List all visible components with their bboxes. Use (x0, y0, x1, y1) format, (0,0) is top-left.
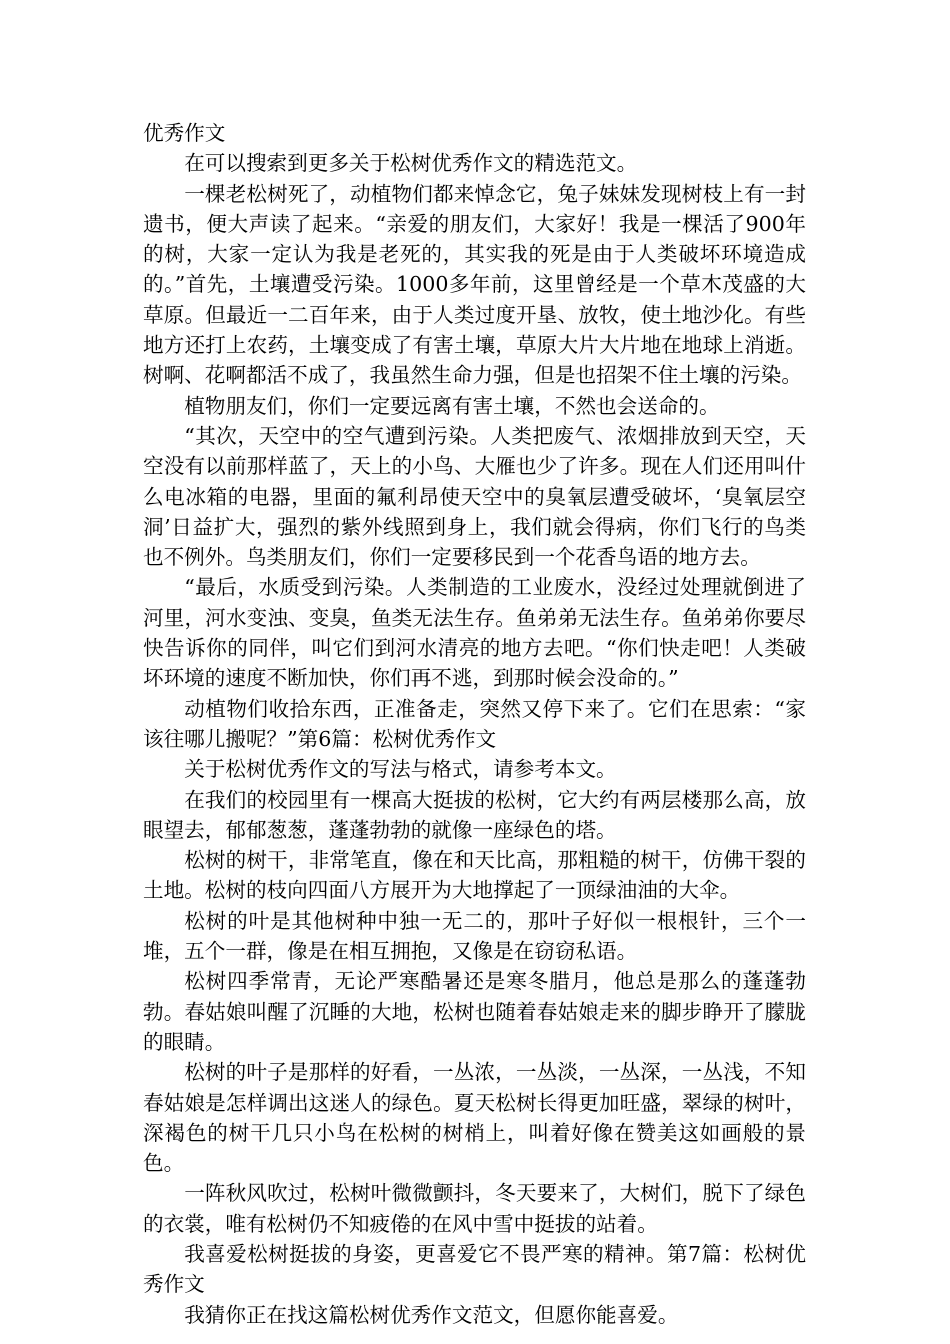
document-body (143, 118, 806, 1330)
paragraph: 我喜爱松树挺拔的身姿，更喜爱它不畏严寒的精神。第7篇：松树优秀作文 (143, 1241, 806, 1297)
paragraph: 动植物们收拾东西，正准备走，突然又停下来了。它们在思索：“家该往哪儿搬呢？”第6篇：松树优秀作文 (143, 696, 806, 751)
paragraph-heading-fragment: 优秀作文 (143, 121, 226, 145)
paragraph: “最后，水质受到污染。人类制造的工业废水，没经过处理就倒进了河里，河水变浊、变臭，鱼类无法生存。鱼弟弟无法生存。鱼弟弟你要尽快告诉你的同伴，叫它们到河水清亮的地方去吧。“你们快走吧！人类破坏环境的速度不断加快，你们再不逃，到那时候会没命的。” (143, 575, 806, 691)
paragraph: 在我们的校园里有一棵高大挺拔的松树，它大约有两层楼那么高，放眼望去，郁郁葱葱，蓬蓬勃勃的就像一座绿色的塔。 (143, 787, 806, 842)
paragraph: 在可以搜索到更多关于松树优秀作文的精选范文。 (184, 151, 638, 176)
paragraph: 一阵秋风吹过，松树叶微微颤抖，冬天要来了，大树们，脱下了绿色的衣裳，唯有松树仍不知疲倦的在风中雪中挺拔的站着。 (143, 1181, 806, 1236)
paragraph: 松树四季常青，无论严寒酷暑还是寒冬腊月，他总是那么的蓬蓬勃勃。春姑娘叫醒了沉睡的大地，松树也随着春姑娘走来的脚步睁开了朦胧的眼睛。 (143, 969, 806, 1054)
paragraph: 关于松树优秀作文的写法与格式，请参考本文。 (184, 757, 617, 782)
paragraph: 松树的叶子是那样的好看，一丛浓，一丛淡，一丛深，一丛浅，不知春姑娘是怎样调出这迷人的绿色。夏天松树长得更加旺盛，翠绿的树叶，深褐色的树干几只小鸟在松树的树梢上，叫着好像在赞美这如画般的景色。 (143, 1060, 806, 1176)
paragraph: 松树的树干，非常笔直，像在和天比高，那粗糙的树干，仿佛干裂的土地。松树的枝向四面八方展开为大地撑起了一顶绿油油的大伞。 (143, 848, 806, 903)
paragraph: 一棵老松树死了，动植物们都来悼念它，兔子妹妹发现树枝上有一封遗书，便大声读了起来。“亲爱的朋友们，大家好！我是一棵活了900年的树，大家一定认为我是老死的，其实我的死是由于人类破坏环境造成的。”首先，土壤遭受污染。1000多年前，这里曾经是一个草木茂盛的大草原。但最近一二百年来，由于人类过度开垦、放牧，使土地沙化。有些地方还打上农药，土壤变成了有害土壤，草原大片大片地在地球上消逝。树啊、花啊都活不成了，我虽然生命力强，但是也招架不住土壤的污染。 (143, 181, 806, 388)
paragraph: “其次，天空中的空气遭到污染。人类把废气、浓烟排放到天空，天空没有以前那样蓝了，天上的小鸟、大雁也少了许多。现在人们还用叫什么电冰箱的电器，里面的氟利昂使天空中的臭氧层遭受破坏，‘臭氧层空洞’日益扩大，强烈的紫外线照到身上，我们就会得病，你们飞行的鸟类也不例外。鸟类朋友们，你们一定要移民到一个花香鸟语的地方去。 (143, 423, 806, 570)
paragraph: 我猜你正在找这篇松树优秀作文范文，但愿你能喜爱。 (184, 1302, 679, 1327)
paragraph: 植物朋友们，你们一定要远离有害土壤，不然也会送命的。 (184, 393, 720, 418)
paragraph: 松树的叶是其他树种中独一无二的，那叶子好似一根根针，三个一堆，五个一群，像是在相互拥抱，又像是在窃窃私语。 (143, 908, 806, 964)
